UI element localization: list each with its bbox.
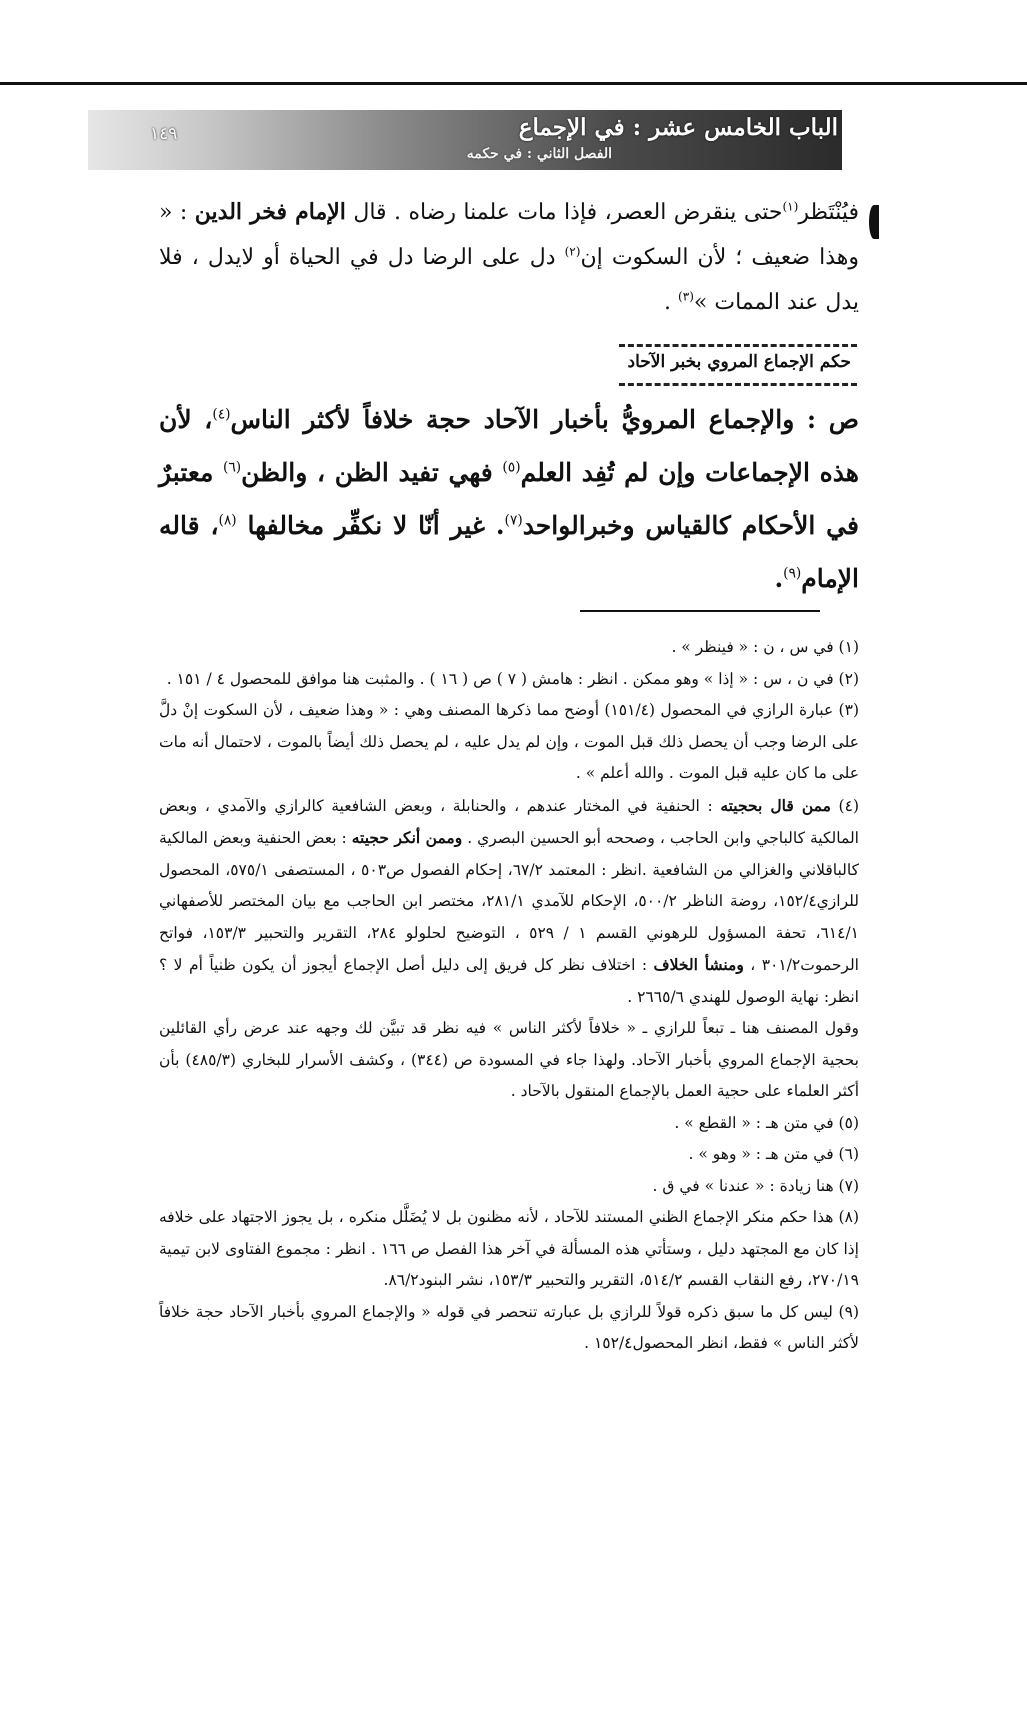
intro-text: « وهذا ضعيف ؛ لأن السكوت إن	[159, 200, 859, 270]
footnote-4-continued: وقول المصنف هنا ـ تبعاً للرازي ـ « خلافاً لأكثر الناس » فيه نظر قد تبيَّن لك وجهه عند عرض رأي القائلين بحجية الإجماع المروي بأخبار الآحاد. ولهذا جاء في المسودة ص (٣٤٤) ، وكشف الأسرار للبخاري (٤٨٥/٣) بأن أكثر العلماء على حجية العمل بالإجماع المنقول بالآحاد .	[159, 1019, 859, 1100]
intro-text: عند الممات »	[693, 290, 819, 315]
section-heading: حكم الإجماع المروي بخبر الآحاد	[627, 352, 851, 372]
intro-text: :	[179, 200, 195, 225]
intro-text: .	[663, 290, 678, 315]
main-text-span: ، لأن هذه الإجماعات وإن لم تُفِد العلم	[159, 405, 859, 487]
footnote-3: (٣) عبارة الرازي في المحصول (١٥١/٤) أوضح مما ذكرها المصنف وهي : « وهذا ضعيف ، لأن السكوت إنْ دلَّ على الرضا وجب أن يحصل ذلك قبل الموت ، وإن لم يدل عليه ، لم يحصل ذلك أيضاً بالموت ، لاحتمال أنه مات على ما كان عليه قبل الموت . والله أعلم » .	[159, 701, 859, 782]
footnote-5: (٥) في متن هـ : « القطع » .	[674, 1113, 859, 1132]
intro-text: دل على الرضا دل في الحياة أو لايدل ، فلا يدل	[159, 245, 859, 315]
footnote-ref: (٢)	[564, 244, 581, 259]
footnote-text: : بعض الحنفية وبعض المالكية كالباقلاني والغزالي من الشافعية .انظر : المعتمد ٦٧/٢، إحكام الفصول ص٥٠٣ ، المستصفى ٥٧٥/١، المحصول للرازي١٥٢/٤، روضة الناظر ٥٠٠/٢، الإحكام للآمدي ٢٨١/١، مختصر ابن الحاجب مع بيان المختصر للأصفهاني ٦١٤/١، تحفة المسؤول للرهوني القسم ١ / ٥٢٩ ، التوضيح لحلولو ٢٨٤، التقرير والتحبير ١٥٣/٣، فواتح الرحموت٣٠١/٢ ،	[159, 829, 860, 974]
footnote-1: (١) في س ، ن : « فينظر » .	[671, 638, 859, 656]
footnote-ref: (٦)	[223, 459, 242, 476]
footnote-4	[159, 790, 859, 1014]
main-text-span: ص : والإجماع المرويُّ بأخبار الآحاد حجة خلافاً لأكثر الناس	[230, 405, 859, 434]
footnote-text: : اختلاف نظر كل فريق إلى دليل أصل الإجماع أيجوز أن يكون ظنياً أم لا ؟ انظر: نهاية الوصول للهندي ٢٦٦٥/٦ .	[159, 956, 859, 1006]
main-text-span: ، قاله الإمام	[159, 511, 859, 593]
footnote-ref: (٥)	[502, 459, 521, 476]
footnotes	[159, 632, 859, 1360]
footnote-ref: (٣)	[677, 289, 694, 304]
intro-text: فيُنْتَظر	[798, 200, 859, 225]
intro-text: حتى ينقرض العصر، فإذا مات علمنا رضاه . قال	[345, 200, 783, 225]
margin-tab	[869, 205, 879, 239]
footnote-text: : الحنفية في المختار عندهم ، والحنابلة ، وبعض الشافعية كالرازي والآمدي ، وبعض المالكية كالباجي وابن الحاجب ، وصححه أبو الحسين البصري .	[159, 796, 859, 847]
chapter-title: الباب الخامس عشر : في الإجماع	[518, 114, 838, 141]
footnote-8: (٨) هذا حكم منكر الإجماع الظني المستند للآحاد ، لأنه مظنون بل لا يُضَلَّل منكره ، بل يجوز الاجتهاد على خلافه إذا كان مع المجتهد دليل ، وستأتي هذه المسألة في آخر هذا الفصل ص ١٦٦ . انظر : مجموع الفتاوى لابن تيمية ٢٧٠/١٩، رفع النقاب القسم ٥١٤/٢، التقرير والتحبير ١٥٣/٣، نشر البنود٨٦/٢.	[159, 1208, 859, 1289]
imam-name: الإمام فخر الدين	[194, 199, 346, 225]
footnote-bold: وممن أنكر حجيته	[351, 828, 463, 847]
footnote-ref: (٧)	[504, 512, 523, 529]
footnote-6: (٦) في متن هـ : « وهو » .	[688, 1145, 859, 1163]
main-text	[159, 393, 859, 605]
footnote-separator	[580, 610, 820, 612]
footnote-ref: (٨)	[218, 512, 237, 529]
section-subtitle: الفصل الثاني : في حكمه	[466, 146, 612, 162]
footnote-2: (٢) في ن ، س : « إذا » وهو ممكن . انظر : هامش ( ٧ ) ص ( ١٦ ) . والمثبت هنا موافق للمحصول ٤ / ١٥١ .	[166, 669, 859, 688]
page-number: ١٤٩	[150, 124, 178, 144]
footnote-7: (٧) هنا زيادة : « عندنا » في ق .	[652, 1176, 859, 1195]
footnote-bold: ومنشأ الخلاف	[653, 955, 744, 974]
footnote-ref: (٤)	[212, 406, 231, 423]
main-text-span: معتبرٌ في الأحكام كالقياس وخبرالواحد	[159, 458, 859, 540]
footnote-ref: (١)	[782, 199, 799, 214]
footnote-ref: (٩)	[783, 565, 802, 582]
running-header	[88, 110, 842, 170]
footnote-text: (٤)	[830, 796, 859, 815]
section-heading-box	[619, 344, 857, 386]
top-rule	[0, 82, 1027, 85]
main-text-span: .	[774, 564, 784, 593]
main-text-span: . غير أنّا لا نكفِّر مخالفها	[236, 511, 505, 540]
footnote-9: (٩) ليس كل ما سبق ذكره قولاً للرازي بل عبارته تنحصر في قوله « والإجماع المروي بأخبار الآحاد حجة خلافاً لأكثر الناس » فقط، انظر المحصول١٥٢/٤ .	[159, 1302, 859, 1352]
main-text-span: فهي تفيد الظن ، والظن	[241, 458, 503, 487]
intro-paragraph	[159, 190, 859, 325]
footnote-bold: ممن قال بحجيته	[720, 795, 831, 815]
